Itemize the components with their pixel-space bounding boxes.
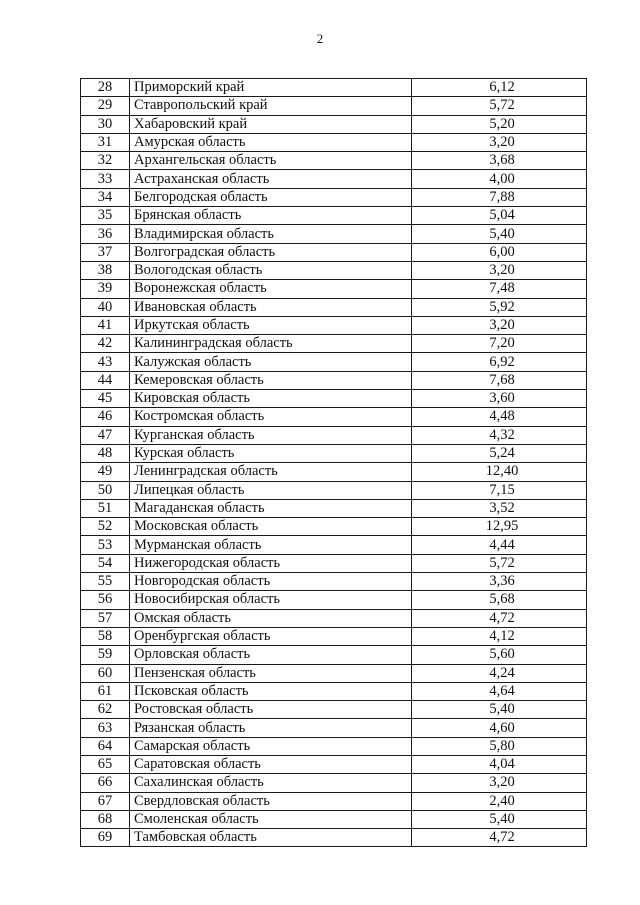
region-value-cell: 7,20	[412, 335, 587, 353]
regions-table-body	[81, 79, 587, 847]
region-name-cell: Новгородская область	[130, 573, 412, 591]
row-number-cell: 61	[81, 682, 130, 700]
region-value-cell: 6,92	[412, 353, 587, 371]
region-value-cell: 3,60	[412, 390, 587, 408]
row-number-cell: 35	[81, 207, 130, 225]
region-name-cell: Брянская область	[130, 207, 412, 225]
row-number-cell: 29	[81, 97, 130, 115]
row-number-cell: 41	[81, 316, 130, 334]
region-value-cell: 3,20	[412, 316, 587, 334]
row-number-cell: 32	[81, 152, 130, 170]
region-name-cell: Сахалинская область	[130, 774, 412, 792]
region-name-cell: Рязанская область	[130, 719, 412, 737]
region-value-cell: 4,64	[412, 682, 587, 700]
region-name-cell: Калининградская область	[130, 335, 412, 353]
row-number-cell: 49	[81, 463, 130, 481]
table-row	[81, 554, 587, 572]
region-value-cell: 4,48	[412, 408, 587, 426]
region-value-cell: 5,60	[412, 646, 587, 664]
region-name-cell: Орловская область	[130, 646, 412, 664]
row-number-cell: 53	[81, 536, 130, 554]
row-number-cell: 45	[81, 390, 130, 408]
table-row	[81, 463, 587, 481]
region-value-cell: 12,95	[412, 518, 587, 536]
table-row	[81, 316, 587, 334]
region-name-cell: Калужская область	[130, 353, 412, 371]
region-name-cell: Мурманская область	[130, 536, 412, 554]
region-value-cell: 7,15	[412, 481, 587, 499]
row-number-cell: 58	[81, 627, 130, 645]
region-name-cell: Кировская область	[130, 390, 412, 408]
region-name-cell: Смоленская область	[130, 810, 412, 828]
table-row	[81, 426, 587, 444]
row-number-cell: 38	[81, 261, 130, 279]
region-value-cell: 5,04	[412, 207, 587, 225]
row-number-cell: 51	[81, 499, 130, 517]
regions-table	[80, 78, 587, 847]
row-number-cell: 57	[81, 609, 130, 627]
table-row	[81, 609, 587, 627]
region-name-cell: Амурская область	[130, 133, 412, 151]
table-row	[81, 335, 587, 353]
row-number-cell: 52	[81, 518, 130, 536]
region-name-cell: Ростовская область	[130, 701, 412, 719]
table-row	[81, 573, 587, 591]
page-number: 2	[316, 31, 324, 46]
region-value-cell: 7,48	[412, 280, 587, 298]
row-number-cell: 69	[81, 829, 130, 847]
row-number-cell: 47	[81, 426, 130, 444]
region-value-cell: 4,04	[412, 755, 587, 773]
region-name-cell: Новосибирская область	[130, 591, 412, 609]
table-row	[81, 261, 587, 279]
region-value-cell: 5,40	[412, 701, 587, 719]
region-name-cell: Омская область	[130, 609, 412, 627]
row-number-cell: 48	[81, 444, 130, 462]
table-row	[81, 774, 587, 792]
region-name-cell: Кемеровская область	[130, 371, 412, 389]
region-name-cell: Астраханская область	[130, 170, 412, 188]
region-value-cell: 3,36	[412, 573, 587, 591]
region-name-cell: Тамбовская область	[130, 829, 412, 847]
table-row	[81, 627, 587, 645]
region-name-cell: Курганская область	[130, 426, 412, 444]
table-row	[81, 243, 587, 261]
region-value-cell: 7,88	[412, 188, 587, 206]
region-name-cell: Вологодская область	[130, 261, 412, 279]
row-number-cell: 28	[81, 79, 130, 97]
region-name-cell: Липецкая область	[130, 481, 412, 499]
table-row	[81, 810, 587, 828]
region-value-cell: 4,72	[412, 609, 587, 627]
row-number-cell: 44	[81, 371, 130, 389]
table-row	[81, 719, 587, 737]
region-value-cell: 4,60	[412, 719, 587, 737]
table-row	[81, 737, 587, 755]
region-name-cell: Ленинградская область	[130, 463, 412, 481]
region-value-cell: 3,52	[412, 499, 587, 517]
table-row	[81, 792, 587, 810]
region-value-cell: 2,40	[412, 792, 587, 810]
region-value-cell: 4,12	[412, 627, 587, 645]
region-value-cell: 5,80	[412, 737, 587, 755]
region-name-cell: Курская область	[130, 444, 412, 462]
region-value-cell: 5,68	[412, 591, 587, 609]
region-value-cell: 4,44	[412, 536, 587, 554]
row-number-cell: 33	[81, 170, 130, 188]
region-value-cell: 3,20	[412, 261, 587, 279]
row-number-cell: 50	[81, 481, 130, 499]
table-row	[81, 152, 587, 170]
table-row	[81, 829, 587, 847]
region-name-cell: Иркутская область	[130, 316, 412, 334]
region-name-cell: Приморский край	[130, 79, 412, 97]
table-row	[81, 97, 587, 115]
region-value-cell: 3,20	[412, 774, 587, 792]
table-row	[81, 408, 587, 426]
table-row	[81, 225, 587, 243]
region-value-cell: 5,92	[412, 298, 587, 316]
table-row	[81, 646, 587, 664]
region-name-cell: Самарская область	[130, 737, 412, 755]
row-number-cell: 65	[81, 755, 130, 773]
row-number-cell: 43	[81, 353, 130, 371]
row-number-cell: 67	[81, 792, 130, 810]
region-value-cell: 3,20	[412, 133, 587, 151]
table-row	[81, 280, 587, 298]
region-name-cell: Саратовская область	[130, 755, 412, 773]
region-value-cell: 5,40	[412, 810, 587, 828]
row-number-cell: 37	[81, 243, 130, 261]
region-value-cell: 4,72	[412, 829, 587, 847]
table-row	[81, 390, 587, 408]
table-row	[81, 499, 587, 517]
region-name-cell: Архангельская область	[130, 152, 412, 170]
region-value-cell: 6,00	[412, 243, 587, 261]
table-row	[81, 755, 587, 773]
table-row	[81, 682, 587, 700]
region-value-cell: 5,72	[412, 554, 587, 572]
table-row	[81, 298, 587, 316]
region-name-cell: Ивановская область	[130, 298, 412, 316]
row-number-cell: 36	[81, 225, 130, 243]
row-number-cell: 39	[81, 280, 130, 298]
region-name-cell: Ставропольский край	[130, 97, 412, 115]
row-number-cell: 31	[81, 133, 130, 151]
row-number-cell: 60	[81, 664, 130, 682]
row-number-cell: 30	[81, 115, 130, 133]
row-number-cell: 55	[81, 573, 130, 591]
table-row	[81, 79, 587, 97]
table-row	[81, 133, 587, 151]
table-row	[81, 536, 587, 554]
region-name-cell: Хабаровский край	[130, 115, 412, 133]
row-number-cell: 40	[81, 298, 130, 316]
region-name-cell: Свердловская область	[130, 792, 412, 810]
region-name-cell: Нижегородская область	[130, 554, 412, 572]
table-row	[81, 170, 587, 188]
row-number-cell: 34	[81, 188, 130, 206]
table-row	[81, 371, 587, 389]
region-name-cell: Магаданская область	[130, 499, 412, 517]
row-number-cell: 63	[81, 719, 130, 737]
region-value-cell: 6,12	[412, 79, 587, 97]
region-value-cell: 5,20	[412, 115, 587, 133]
region-value-cell: 5,24	[412, 444, 587, 462]
table-row	[81, 591, 587, 609]
region-value-cell: 7,68	[412, 371, 587, 389]
row-number-cell: 59	[81, 646, 130, 664]
row-number-cell: 46	[81, 408, 130, 426]
row-number-cell: 68	[81, 810, 130, 828]
row-number-cell: 54	[81, 554, 130, 572]
table-row	[81, 115, 587, 133]
region-name-cell: Пензенская область	[130, 664, 412, 682]
region-value-cell: 12,40	[412, 463, 587, 481]
table-row	[81, 353, 587, 371]
region-name-cell: Владимирская область	[130, 225, 412, 243]
region-name-cell: Псковская область	[130, 682, 412, 700]
row-number-cell: 62	[81, 701, 130, 719]
region-name-cell: Оренбургская область	[130, 627, 412, 645]
table-row	[81, 518, 587, 536]
region-value-cell: 4,00	[412, 170, 587, 188]
table-row	[81, 481, 587, 499]
region-value-cell: 4,24	[412, 664, 587, 682]
region-name-cell: Московская область	[130, 518, 412, 536]
row-number-cell: 56	[81, 591, 130, 609]
region-name-cell: Воронежская область	[130, 280, 412, 298]
region-value-cell: 4,32	[412, 426, 587, 444]
row-number-cell: 66	[81, 774, 130, 792]
region-name-cell: Костромская область	[130, 408, 412, 426]
table-row	[81, 207, 587, 225]
row-number-cell: 64	[81, 737, 130, 755]
region-value-cell: 3,68	[412, 152, 587, 170]
table-row	[81, 444, 587, 462]
region-value-cell: 5,40	[412, 225, 587, 243]
region-name-cell: Белгородская область	[130, 188, 412, 206]
region-name-cell: Волгоградская область	[130, 243, 412, 261]
table-row	[81, 664, 587, 682]
region-value-cell: 5,72	[412, 97, 587, 115]
table-row	[81, 188, 587, 206]
table-row	[81, 701, 587, 719]
row-number-cell: 42	[81, 335, 130, 353]
